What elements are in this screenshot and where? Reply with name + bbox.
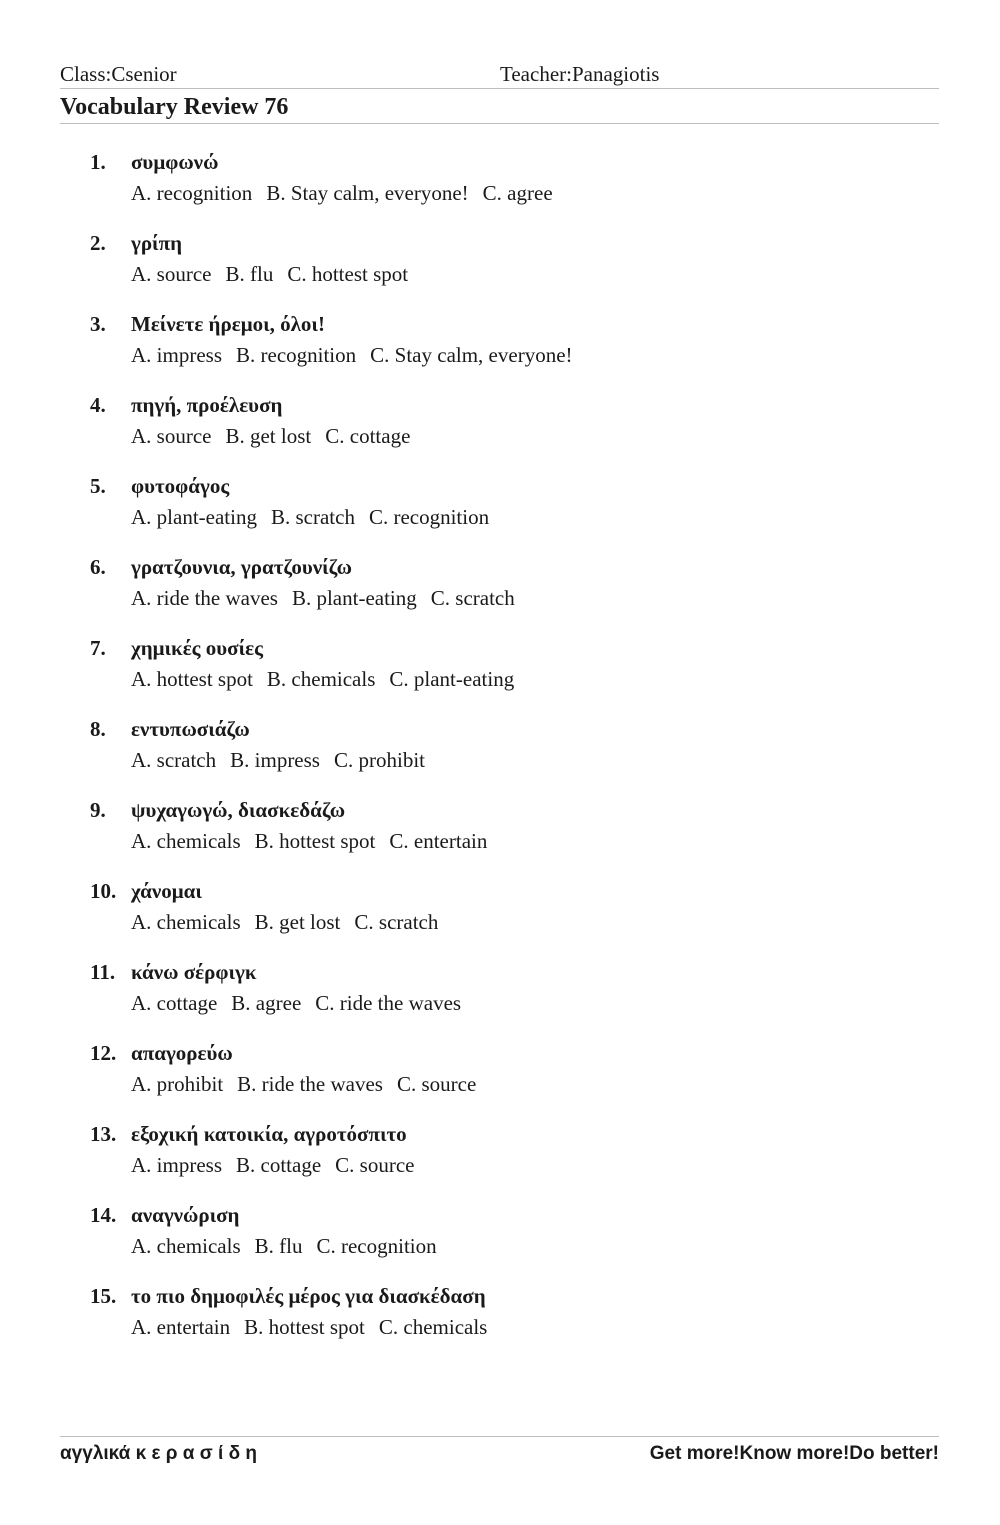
answer-option[interactable]: A. impress	[131, 343, 222, 367]
answer-option[interactable]: B. ride the waves	[237, 1072, 383, 1096]
answer-option[interactable]: A. source	[131, 262, 212, 286]
question-item	[0, 150, 1000, 231]
answer-option[interactable]: A. prohibit	[131, 1072, 224, 1096]
answer-option[interactable]: A. source	[131, 424, 212, 448]
answer-option[interactable]: B. scratch	[270, 505, 355, 529]
question-item	[0, 960, 1000, 1041]
question-number: 9.	[90, 798, 106, 822]
answer-option[interactable]: A. ride the waves	[131, 586, 278, 610]
answer-option[interactable]: C. plant-eating	[389, 667, 515, 691]
question-prompt: ψυχαγωγώ, διασκεδάζω	[131, 798, 346, 822]
question-number: 5.	[90, 474, 106, 498]
answer-option[interactable]: C. hottest spot	[287, 262, 409, 286]
question-item	[0, 474, 1000, 555]
question-prompt: πηγή, προέλευση	[131, 393, 283, 417]
answer-option[interactable]: A. chemicals	[131, 829, 241, 853]
answer-option[interactable]: A. cottage	[131, 991, 218, 1015]
footer-slogan: Get more!Know more!Do better!	[649, 1443, 939, 1464]
question-number: 7.	[90, 636, 106, 660]
question-item	[0, 1284, 1000, 1365]
answer-option[interactable]: B. recognition	[236, 343, 357, 367]
question-prompt: απαγορεύω	[131, 1041, 233, 1065]
answer-option[interactable]: C. source	[335, 1153, 415, 1177]
question-item	[0, 879, 1000, 960]
answer-options	[131, 181, 567, 206]
answer-option[interactable]: C. ride the waves	[315, 991, 462, 1015]
question-number: 12.	[90, 1041, 117, 1065]
question-item	[0, 231, 1000, 312]
answer-option[interactable]: A. impress	[131, 1153, 222, 1177]
question-prompt: το πιο δημοφιλές μέρος για διασκέδαση	[131, 1284, 486, 1308]
answer-options	[131, 910, 452, 935]
answer-option[interactable]: C. scratch	[354, 910, 439, 934]
question-prompt: φυτοφάγος	[131, 474, 230, 498]
question-prompt: Μείνετε ήρεμοι, όλοι!	[131, 312, 325, 336]
question-item	[0, 798, 1000, 879]
question-number: 4.	[90, 393, 106, 417]
question-prompt: συμφωνώ	[131, 150, 219, 174]
footer-brand: αγγλικά κ ε ρ α σ ί δ η	[60, 1443, 257, 1464]
question-number: 1.	[90, 150, 106, 174]
answer-option[interactable]: B. hottest spot	[244, 1315, 365, 1339]
answer-options	[131, 829, 501, 854]
question-number: 11.	[90, 960, 116, 984]
answer-option[interactable]: B. hottest spot	[254, 829, 376, 853]
answer-options	[131, 1234, 451, 1259]
answer-option[interactable]: A. plant-eating	[131, 505, 257, 529]
answer-option[interactable]: B. get lost	[225, 424, 312, 448]
answer-option[interactable]: B. agree	[231, 991, 302, 1015]
question-item	[0, 1122, 1000, 1203]
answer-option[interactable]: A. hottest spot	[131, 667, 253, 691]
answer-option[interactable]: C. entertain	[389, 829, 488, 853]
question-number: 8.	[90, 717, 106, 741]
answer-option[interactable]: B. Stay calm, everyone!	[266, 181, 469, 205]
question-item	[0, 393, 1000, 474]
question-number: 2.	[90, 231, 106, 255]
answer-options	[131, 1072, 490, 1097]
question-item	[0, 555, 1000, 636]
answer-options	[131, 424, 424, 449]
question-prompt: κάνω σέρφιγκ	[131, 960, 257, 984]
answer-option[interactable]: C. cottage	[325, 424, 411, 448]
answer-options	[131, 667, 528, 692]
class-label: Class:Csenior	[60, 62, 177, 86]
answer-option[interactable]: C. chemicals	[378, 1315, 488, 1339]
question-number: 14.	[90, 1203, 117, 1227]
answer-option[interactable]: B. cottage	[236, 1153, 322, 1177]
question-number: 3.	[90, 312, 106, 336]
answer-options	[131, 1315, 501, 1340]
question-prompt: χάνομαι	[131, 879, 202, 903]
answer-options	[131, 748, 439, 773]
answer-options	[131, 1153, 428, 1178]
answer-option[interactable]: A. entertain	[131, 1315, 231, 1339]
answer-option[interactable]: C. source	[396, 1072, 477, 1096]
answer-options	[131, 262, 422, 287]
question-prompt: εντυπωσιάζω	[131, 717, 250, 741]
answer-options	[131, 991, 475, 1016]
answer-options	[131, 343, 587, 368]
question-prompt: χημικές ουσίες	[131, 636, 263, 660]
question-prompt: εξοχική κατοικία, αγροτόσπιτο	[131, 1122, 407, 1146]
answer-option[interactable]: C. prohibit	[333, 748, 425, 772]
question-prompt: αναγνώριση	[131, 1203, 240, 1227]
answer-option[interactable]: C. agree	[482, 181, 553, 205]
question-prompt: γρατζουνια, γρατζουνίζω	[131, 555, 352, 579]
answer-option[interactable]: B. plant-eating	[291, 586, 417, 610]
page-title: Vocabulary Review 76	[60, 94, 939, 124]
answer-option[interactable]: C. recognition	[368, 505, 490, 529]
question-number: 10.	[90, 879, 117, 903]
answer-option[interactable]: B. flu	[254, 1234, 303, 1258]
answer-option[interactable]: C. Stay calm, everyone!	[370, 343, 573, 367]
answer-option[interactable]: C. recognition	[316, 1234, 437, 1258]
question-number: 6.	[90, 555, 106, 579]
question-prompt: γρίπη	[131, 231, 183, 255]
answer-option[interactable]: B. flu	[225, 262, 274, 286]
worksheet-header	[60, 62, 939, 89]
question-item	[0, 636, 1000, 717]
answer-option[interactable]: B. chemicals	[266, 667, 376, 691]
question-item	[0, 1203, 1000, 1284]
answer-option[interactable]: A. recognition	[131, 181, 253, 205]
question-list	[0, 150, 1000, 1365]
worksheet-footer	[60, 1436, 939, 1464]
answer-options	[131, 586, 529, 611]
answer-options	[131, 505, 503, 530]
question-item	[0, 717, 1000, 798]
teacher-label: Teacher:Panagiotis	[500, 62, 660, 86]
answer-option[interactable]: C. scratch	[430, 586, 515, 610]
answer-option[interactable]: B. get lost	[254, 910, 341, 934]
question-item	[0, 1041, 1000, 1122]
question-number: 15.	[90, 1284, 117, 1308]
question-item	[0, 312, 1000, 393]
answer-option[interactable]: A. chemicals	[131, 910, 241, 934]
answer-option[interactable]: A. scratch	[131, 748, 217, 772]
question-number: 13.	[90, 1122, 117, 1146]
answer-option[interactable]: B. impress	[230, 748, 320, 772]
answer-option[interactable]: A. chemicals	[131, 1234, 241, 1258]
